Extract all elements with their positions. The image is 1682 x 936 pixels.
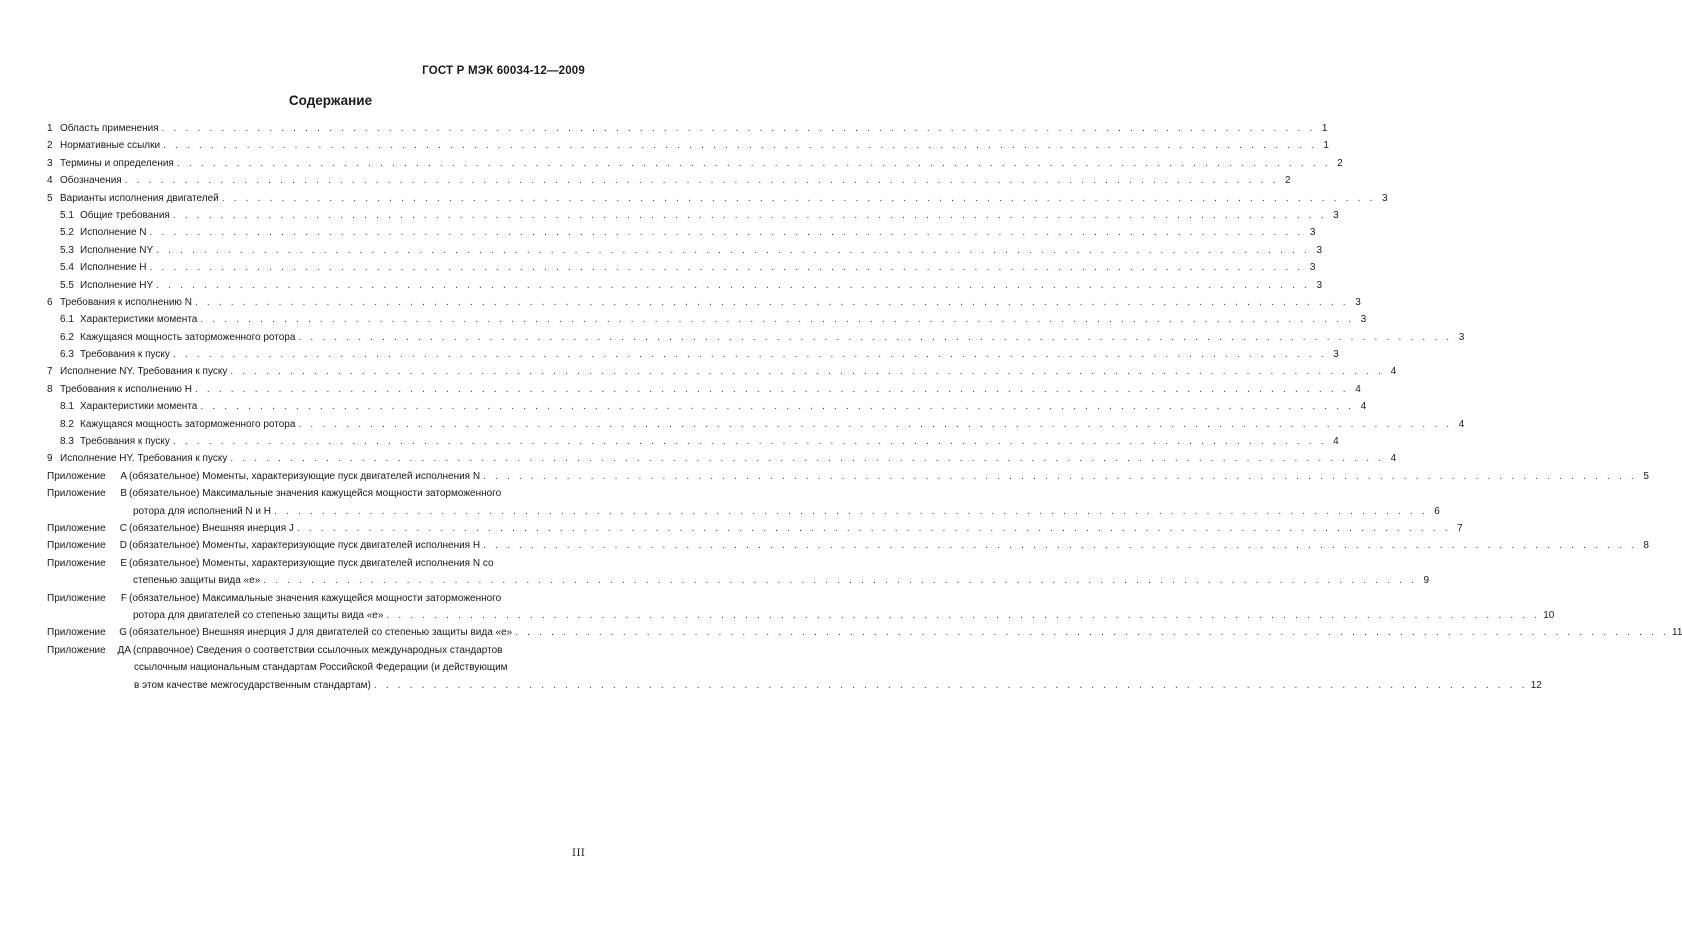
appendix-title-line: ссылочным национальным стандартам Российской Федерации (и действующим [134,662,508,674]
toc-entry-page: 3 [1355,296,1361,308]
appendix-body [129,520,1463,537]
appendix-page: 10 [1543,609,1555,621]
appendix-title-line: степенью защиты вида «е» [133,575,261,587]
appendix-title-line: ротора для двигателей со степенью защиты вида «е» [133,609,384,621]
toc-entry-number: 4 [47,175,53,187]
toc-sections [47,120,1465,468]
appendix-body [133,642,1542,694]
appendix-line [129,503,1440,520]
dot-leader: . . . . . . . . . . . . . . . . . . . . . . . . . . . . . . . . . . . . . . . . . . . . . . . . . . . . . . . . . . . . . . . . . . . . . . . . . . . . . . . . . . . . . . . . . . . . . . . . . [386,609,1541,621]
dot-leader: . . . . . . . . . . . . . . . . . . . . . . . . . . . . . . . . . . . . . . . . . . . . . . . . . . . . . . . . . . . . . . . . . . . . . . . . . . . . . . . . . . . . . . . . . . . . . . . . . [274,505,1428,517]
toc-entry-title: Требования к исполнению N [60,296,192,308]
toc-entry-line [47,294,1361,311]
toc-entry[interactable] [47,363,1397,380]
toc-entry-number: 8.1 [60,401,74,413]
toc-entry-page: 1 [1321,123,1328,134]
appendix-entry[interactable] [47,485,1440,520]
toc-entry-page: 4 [1390,453,1397,465]
appendix-body [129,485,1440,520]
toc-entry[interactable] [47,416,1465,433]
toc-entry-line [60,259,1316,276]
toc-entry-number: 5.5 [60,279,74,291]
toc-entry[interactable] [47,433,1339,450]
toc-entry-page: 3 [1333,209,1339,221]
dot-leader: . . . . . . . . . . . . . . . . . . . . . . . . . . . . . . . . . . . . . . . . . . . . . . . . . . . . . . . . . . . . . . . . . . . . . . . . . . . . . . . . . . . . . . . . . . . . . . . . . [176,157,1331,169]
dot-leader: . . . . . . . . . . . . . . . . . . . . . . . . . . . . . . . . . . . . . . . . . . . . . . . . . . . . . . . . . . . . . . . . . . . . . . . . . . . . . . . . . . . . . . . . . . . . . . . . . [172,209,1327,221]
appendix-line [133,677,1542,694]
dot-leader: . . . . . . . . . . . . . . . . . . . . . . . . . . . . . . . . . . . . . . . . . . . . . . . . . . . . . . . . . . . . . . . . . . . . . . . . . . . . . . . . . . . . . . . . . . . . . . . . . [200,401,1355,413]
toc-entry[interactable] [47,155,1343,172]
appendix-title-line: (справочное) Сведения о соответствии ссылочных международных стандартов [133,644,503,656]
toc-entry-title: Требования к пуску [80,349,170,361]
toc-entry-page: 3 [1309,227,1316,239]
toc-entry[interactable] [47,207,1339,224]
toc-entry-title: Требования к исполнению H [60,383,192,395]
toc-entry-title: Характеристики момента [80,401,198,413]
toc-entry-title: Исполнение H [80,262,147,274]
appendix-page: 6 [1434,505,1440,517]
toc-entry-title: Общие требования [80,209,170,221]
toc-entry-page: 3 [1333,349,1339,361]
toc-entry-page: 3 [1316,279,1323,291]
appendix-label: Приложение [47,523,106,534]
toc-entry-page: 1 [1323,140,1329,152]
appendix-line [129,520,1463,537]
toc-entry[interactable] [47,137,1329,154]
appendix-page: 12 [1530,679,1542,691]
appendix-label: Приложение [47,488,106,500]
dot-leader: . . . . . . . . . . . . . . . . . . . . . . . . . . . . . . . . . . . . . . . . . . . . . . . . . . . . . . . . . . . . . . . . . . . . . . . . . . . . . . . . . . . . . . . . . . . . . . . . . [172,349,1327,361]
toc-entry[interactable] [47,311,1367,328]
toc-entry-line [60,433,1339,450]
dot-leader: . . . . . . . . . . . . . . . . . . . . . . . . . . . . . . . . . . . . . . . . . . . . . . . . . . . . . . . . . . . . . . . . . . . . . . . . . . . . . . . . . . . . . . . . . . . . . . . . . [230,453,1385,465]
appendix-body [129,537,1649,554]
appendix-line [129,537,1649,554]
appendix-label: Приложение [47,540,106,552]
page-title: Содержание [288,93,373,108]
toc-entry-line [60,346,1339,363]
appendix-entry[interactable] [47,624,1682,641]
toc-entry-number: 8.2 [60,418,74,430]
dot-leader: . . . . . . . . . . . . . . . . . . . . . . . . . . . . . . . . . . . . . . . . . . . . . . . . . . . . . . . . . . . . . . . . . . . . . . . . . . . . . . . . . . . . . . . . . . . . . . . . . [149,227,1304,239]
dot-leader: . . . . . . . . . . . . . . . . . . . . . . . . . . . . . . . . . . . . . . . . . . . . . . . . . . . . . . . . . . . . . . . . . . . . . . . . . . . . . . . . . . . . . . . . . . . . . . . . . [161,123,1316,134]
dot-leader: . . . . . . . . . . . . . . . . . . . . . . . . . . . . . . . . . . . . . . . . . . . . . . . . . . . . . . . . . . . . . . . . . . . . . . . . . . . . . . . . . . . . . . . . . . . . . . . . . [124,175,1279,187]
toc-entry[interactable] [47,224,1316,241]
toc-entry-line [60,224,1316,241]
dot-leader: . . . . . . . . . . . . . . . . . . . . . . . . . . . . . . . . . . . . . . . . . . . . . . . . . . . . . . . . . . . . . . . . . . . . . . . . . . . . . . . . . . . . . . . . . . . . . . . . . [156,244,1311,256]
appendix-entry[interactable] [47,520,1463,537]
appendix-title-line: (обязательное) Внешняя инерция J для двигателей со степенью защиты вида «е» [129,627,513,639]
toc-entry[interactable] [47,381,1361,398]
toc-entry-title: Термины и определения [60,157,174,169]
toc-entry-title: Требования к пуску [80,436,170,448]
appendix-letter: Е [120,557,127,569]
toc-entry-page: 2 [1284,175,1291,187]
appendix-page: 8 [1643,540,1649,552]
toc-entry-line [60,311,1367,328]
toc-entry[interactable] [47,190,1388,207]
dot-leader: . . . . . . . . . . . . . . . . . . . . . . . . . . . . . . . . . . . . . . . . . . . . . . . . . . . . . . . . . . . . . . . . . . . . . . . . . . . . . . . . . . . . . . . . . . . . . . . . . [373,679,1528,691]
appendix-label: Приложение [47,470,106,482]
toc-entry-number: 8 [47,383,53,395]
toc-entry-title: Исполнение HY [80,279,154,291]
appendix-letter: G [119,627,127,639]
toc-entry-line [47,450,1397,467]
dot-leader: . . . . . . . . . . . . . . . . . . . . . . . . . . . . . . . . . . . . . . . . . . . . . . . . . . . . . . . . . . . . . . . . . . . . . . . . . . . . . . . . . . . . . . . . . . . . . . . . . [163,140,1317,152]
toc-entry[interactable] [47,120,1328,137]
toc-entry[interactable] [47,277,1323,294]
appendix-body [129,468,1649,485]
appendix-letter: F [120,592,127,604]
toc-entry-number: 5.2 [60,227,74,239]
toc-entry-page: 4 [1458,418,1465,430]
toc-entry-title: Исполнение NY [80,244,154,256]
appendix-letter: D [119,540,127,552]
appendix-entry[interactable] [47,468,1649,485]
toc-entry-page: 4 [1355,383,1361,395]
dot-leader: . . . . . . . . . . . . . . . . . . . . . . . . . . . . . . . . . . . . . . . . . . . . . . . . . . . . . . . . . . . . . . . . . . . . . . . . . . . . . . . . . . . . . . . . . . . . . . . . . [483,540,1637,552]
toc-entry[interactable] [47,259,1316,276]
dot-leader: . . . . . . . . . . . . . . . . . . . . . . . . . . . . . . . . . . . . . . . . . . . . . . . . . . . . . . . . . . . . . . . . . . . . . . . . . . . . . . . . . . . . . . . . . . . . . . . . . [515,627,1670,639]
toc-appendices [47,468,1682,694]
toc-entry-number: 6.3 [60,349,74,361]
appendix-line [129,624,1682,641]
toc-entry-line [60,398,1367,415]
appendix-line [129,485,1440,502]
appendix-title-line: (обязательное) Моменты, характеризующие пуск двигателей исполнения H [129,540,481,552]
dot-leader: . . . . . . . . . . . . . . . . . . . . . . . . . . . . . . . . . . . . . . . . . . . . . . . . . . . . . . . . . . . . . . . . . . . . . . . . . . . . . . . . . . . . . . . . . . . . . . . . . [149,262,1304,274]
toc-entry-number: 1 [47,123,53,134]
toc-entry-number: 7 [47,366,53,378]
toc-entry-page: 3 [1458,331,1465,343]
appendix-title-line: (обязательное) Максимальные значения кажущейся мощности заторможенного [129,488,502,500]
toc-entry-line [60,329,1465,346]
toc-entry-line [60,416,1465,433]
toc-entry-title: Кажущаяся мощность заторможенного ротора [80,418,296,430]
toc-entry-page: 4 [1390,366,1397,378]
toc-entry-line [60,242,1323,259]
toc-entry-line [60,277,1323,294]
toc-entry-number: 6.2 [60,331,74,343]
toc-entry[interactable] [47,294,1361,311]
toc-entry-title: Исполнение N [80,227,147,239]
toc-entry-page: 4 [1360,401,1367,413]
dot-leader: . . . . . . . . . . . . . . . . . . . . . . . . . . . . . . . . . . . . . . . . . . . . . . . . . . . . . . . . . . . . . . . . . . . . . . . . . . . . . . . . . . . . . . . . . . . . . . . . . [298,418,1453,430]
toc-entry-page: 4 [1333,436,1339,448]
toc-entry-number: 8.3 [60,436,74,448]
dot-leader: . . . . . . . . . . . . . . . . . . . . . . . . . . . . . . . . . . . . . . . . . . . . . . . . . . . . . . . . . . . . . . . . . . . . . . . . . . . . . . . . . . . . . . . . . . . . . . . . . [230,366,1385,378]
dot-leader: . . . . . . . . . . . . . . . . . . . . . . . . . . . . . . . . . . . . . . . . . . . . . . . . . . . . . . . . . . . . . . . . . . . . . . . . . . . . . . . . . . . . . . . . . . . . . . . . . [221,192,1376,204]
dot-leader: . . . . . . . . . . . . . . . . . . . . . . . . . . . . . . . . . . . . . . . . . . . . . . . . . . . . . . . . . . . . . . . . . . . . . . . . . . . . . . . . . . . . . . . . . . . . . . . . . [194,296,1349,308]
dot-leader: . . . . . . . . . . . . . . . . . . . . . . . . . . . . . . . . . . . . . . . . . . . . . . . . . . . . . . . . . . . . . . . . . . . . . . . . . . . . . . . . . . . . . . . . . . . . . . . . . [296,523,1451,534]
appendix-entry[interactable] [47,555,1430,590]
toc-entry[interactable] [47,450,1397,467]
toc-entry[interactable] [47,242,1323,259]
toc-entry-number: 9 [47,453,53,465]
toc-entry[interactable] [47,398,1367,415]
dot-leader: . . . . . . . . . . . . . . . . . . . . . . . . . . . . . . . . . . . . . . . . . . . . . . . . . . . . . . . . . . . . . . . . . . . . . . . . . . . . . . . . . . . . . . . . . . . . . . . . . [263,575,1418,587]
appendix-body [129,590,1554,625]
toc-entry-title: Исполнение HY. Требования к пуску [60,453,228,465]
toc-entry-page: 2 [1337,157,1343,169]
toc-entry-line [47,190,1388,207]
dot-leader: . . . . . . . . . . . . . . . . . . . . . . . . . . . . . . . . . . . . . . . . . . . . . . . . . . . . . . . . . . . . . . . . . . . . . . . . . . . . . . . . . . . . . . . . . . . . . . . . . [156,279,1311,291]
appendix-label: Приложение [47,592,106,604]
appendix-label: Приложение [47,627,106,639]
appendix-page: 9 [1423,575,1430,587]
appendix-page: 11 [1672,627,1682,639]
toc-entry-title: Кажущаяся мощность заторможенного ротора [80,331,296,343]
toc-entry-title: Область применения [60,123,159,134]
toc-entry-title: Обозначения [60,175,122,187]
page-number: III [572,848,586,859]
appendix-title-line: (обязательное) Моменты, характеризующие пуск двигателей исполнения N [129,470,481,482]
appendix-label: Приложение [47,557,106,569]
appendix-label: Приложение [47,644,106,656]
appendix-line [133,659,1542,676]
toc-entry-page: 3 [1382,192,1388,204]
toc-entry[interactable] [47,329,1465,346]
appendix-body [129,555,1429,590]
appendix-page: 7 [1457,523,1463,534]
appendix-entry[interactable] [47,642,1542,694]
toc-entry-line [47,120,1328,137]
appendix-body [129,624,1682,641]
appendix-line [133,642,1542,659]
toc-entry-number: 6 [47,296,53,308]
appendix-entry[interactable] [47,537,1649,554]
toc-entry-line [47,381,1361,398]
toc-entry-title: Исполнение NY. Требования к пуску [60,366,228,378]
appendix-letter: ДА [117,644,131,656]
appendix-line [129,607,1554,624]
appendix-entry[interactable] [47,590,1555,625]
appendix-letter: С [119,523,127,534]
appendix-title-line: в этом качестве межгосударственным стандартам) [134,679,371,691]
appendix-title-line: (обязательное) Внешняя инерция J [129,523,294,534]
toc-entry-number: 5.4 [60,262,74,274]
appendix-line [129,590,1554,607]
appendix-line [129,572,1429,589]
toc-entry[interactable] [47,172,1291,189]
toc-entry-line [47,363,1397,380]
standard-code: ГОСТ Р МЭК 60034-12—2009 [422,65,585,77]
appendix-title-line: (обязательное) Моменты, характеризующие пуск двигателей исполнения N со [129,557,494,569]
appendix-title-line: ротора для исполнений N и H [133,505,272,517]
toc-entry-number: 5 [47,192,53,204]
toc-entry-line [47,137,1329,154]
appendix-letter: А [120,470,127,482]
table-of-contents [47,120,1682,694]
dot-leader: . . . . . . . . . . . . . . . . . . . . . . . . . . . . . . . . . . . . . . . . . . . . . . . . . . . . . . . . . . . . . . . . . . . . . . . . . . . . . . . . . . . . . . . . . . . . . . . . . [483,470,1637,482]
toc-entry-title: Характеристики момента [80,314,198,326]
dot-leader: . . . . . . . . . . . . . . . . . . . . . . . . . . . . . . . . . . . . . . . . . . . . . . . . . . . . . . . . . . . . . . . . . . . . . . . . . . . . . . . . . . . . . . . . . . . . . . . . . [172,436,1327,448]
toc-entry-page: 3 [1360,314,1367,326]
toc-entry-number: 3 [47,157,53,169]
toc-entry-number: 5.3 [60,244,74,256]
toc-entry-line [47,155,1343,172]
toc-entry-number: 5.1 [60,209,74,221]
toc-entry-line [60,207,1339,224]
toc-entry[interactable] [47,346,1339,363]
appendix-title-line: (обязательное) Максимальные значения кажущейся мощности заторможенного [129,592,502,604]
toc-entry-page: 3 [1316,244,1323,256]
dot-leader: . . . . . . . . . . . . . . . . . . . . . . . . . . . . . . . . . . . . . . . . . . . . . . . . . . . . . . . . . . . . . . . . . . . . . . . . . . . . . . . . . . . . . . . . . . . . . . . . . [200,314,1355,326]
appendix-line [129,468,1649,485]
toc-entry-page: 3 [1309,262,1316,274]
dot-leader: . . . . . . . . . . . . . . . . . . . . . . . . . . . . . . . . . . . . . . . . . . . . . . . . . . . . . . . . . . . . . . . . . . . . . . . . . . . . . . . . . . . . . . . . . . . . . . . . . [298,331,1453,343]
toc-entry-title: Нормативные ссылки [60,140,161,152]
toc-entry-line [47,172,1291,189]
appendix-page: 5 [1643,470,1649,482]
toc-entry-number: 2 [47,140,53,152]
appendix-line [129,555,1429,572]
toc-entry-number: 6.1 [60,314,74,326]
dot-leader: . . . . . . . . . . . . . . . . . . . . . . . . . . . . . . . . . . . . . . . . . . . . . . . . . . . . . . . . . . . . . . . . . . . . . . . . . . . . . . . . . . . . . . . . . . . . . . . . . [194,383,1349,395]
toc-entry-title: Варианты исполнения двигателей [60,192,219,204]
appendix-letter: В [120,488,127,500]
